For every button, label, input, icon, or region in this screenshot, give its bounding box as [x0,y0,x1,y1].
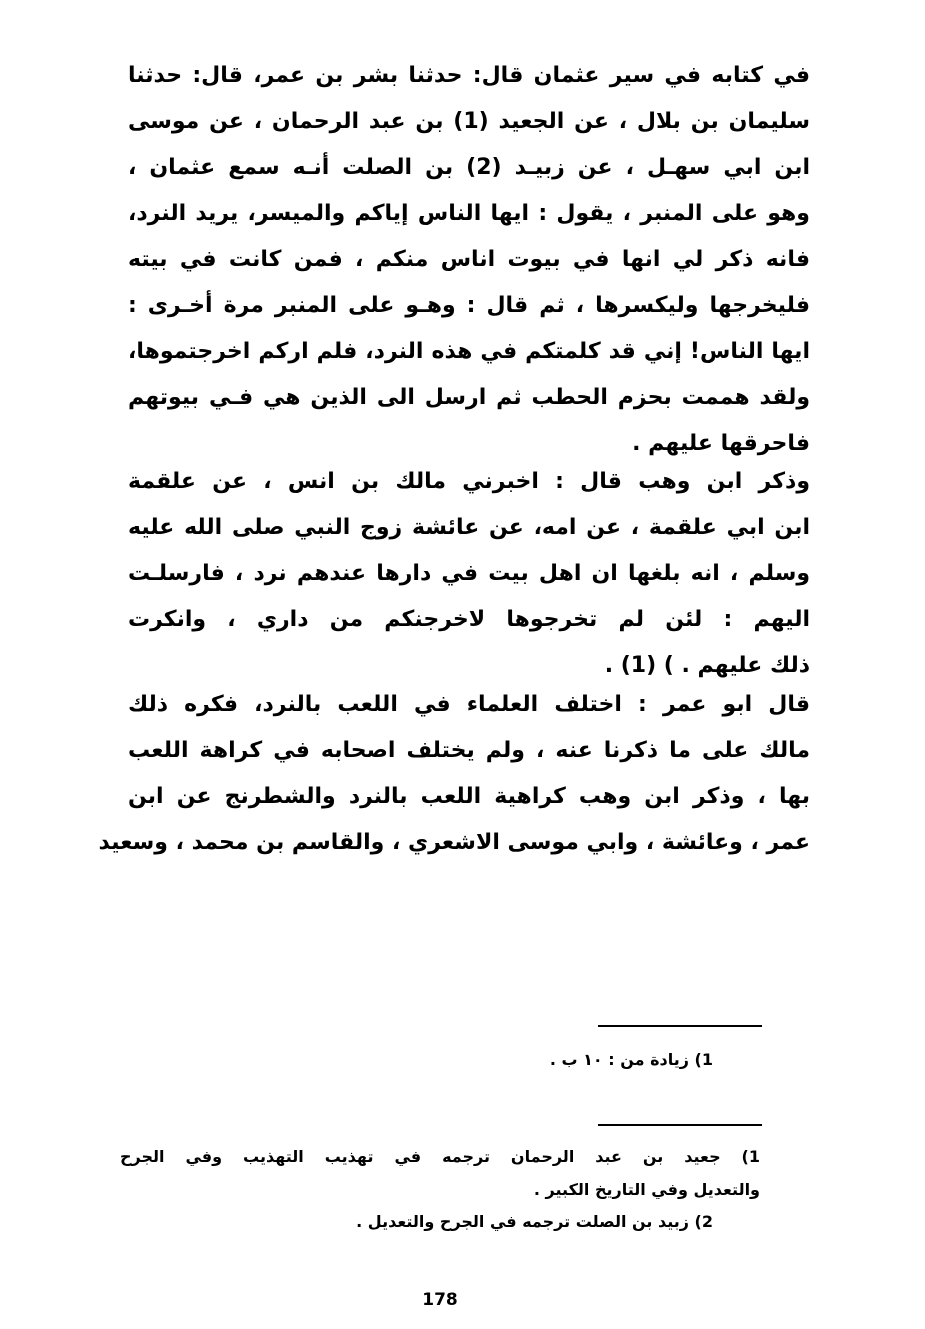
text-line: سليمان بن بلال ، عن الجعيد (1) بن عبد الرحمان ، عن موسى [128,109,811,134]
text-line: ذلك عليهم . ) (1) . [604,653,810,678]
footnote-1: 1) زيادة من : ١٠ ب . [549,1050,713,1069]
text-line: ولقد هممت بحزم الحطب ثم ارسل الى الذين هي فـي بيوتهم [128,385,810,410]
text-line: قال ابو عمر : اختلف العلماء في اللعب بالنرد، فكره ذلك [128,692,810,717]
text-line: وسلم ، انه بلغها ان اهل بيت في دارها عندهم نرد ، فارسلـت [128,561,810,586]
footnote-2-line-1: 1) جعيد بن عبد الرحمان ترجمه في تهذيب التهذيب وفي الجرح [120,1147,760,1166]
text-line: مالك على ما ذكرنا عنه ، ولم يختلف اصحابه في كراهة اللعب [128,738,810,763]
text-line: ابن ابي علقمة ، عن امه، عن عائشة زوج النبي صلى الله عليه [128,515,810,540]
page-number: 178 [422,1290,458,1310]
text-line: فاحرقها عليهم . [632,431,810,456]
text-line: ابن ابي سهـل ، عن زبيـد (2) بن الصلت أنـه سمع عثمان ، [128,155,810,180]
footnote-divider [598,1124,762,1126]
text-line: وهو على المنبر ، يقول : ايها الناس إياكم والميسر، يريد النرد، [128,201,810,226]
text-line: في كتابه في سير عثمان قال: حدثنا بشر بن عمر، قال: حدثنا [128,63,810,88]
paragraph-1 [128,53,810,467]
text-line: وذكر ابن وهب قال : اخبرني مالك بن انس ، عن علقمة [128,469,810,494]
paragraph-3 [98,682,810,866]
text-line: ايها الناس! إني قد كلمتكم في هذه النرد، فلم اركم اخرجتموها، [128,339,810,364]
text-line: اليهم : لئن لم تخرجوها لاخرجنكم من داري ، وانكرت [128,607,810,632]
text-line: فليخرجها وليكسرها ، ثم قال : وهـو على المنبر مرة أخـرى : [128,293,810,318]
text-line: عمر ، وعائشة ، وابي موسى الاشعري ، والقاسم بن محمد ، وسعيد [98,830,810,855]
footnote-3: 2) زبيد بن الصلت ترجمه في الجرح والتعديل . [356,1212,713,1231]
text-line: فانه ذكر لي انها في بيوت اناس منكم ، فمن كانت في بيته [128,247,810,272]
footnote-2-line-2: والتعديل وفي التاريخ الكبير . [533,1180,760,1199]
paragraph-2 [128,459,810,689]
footnote-divider [598,1025,762,1027]
text-line: بها ، وذكر ابن وهب كراهية اللعب بالنرد والشطرنج عن ابن [128,784,810,809]
